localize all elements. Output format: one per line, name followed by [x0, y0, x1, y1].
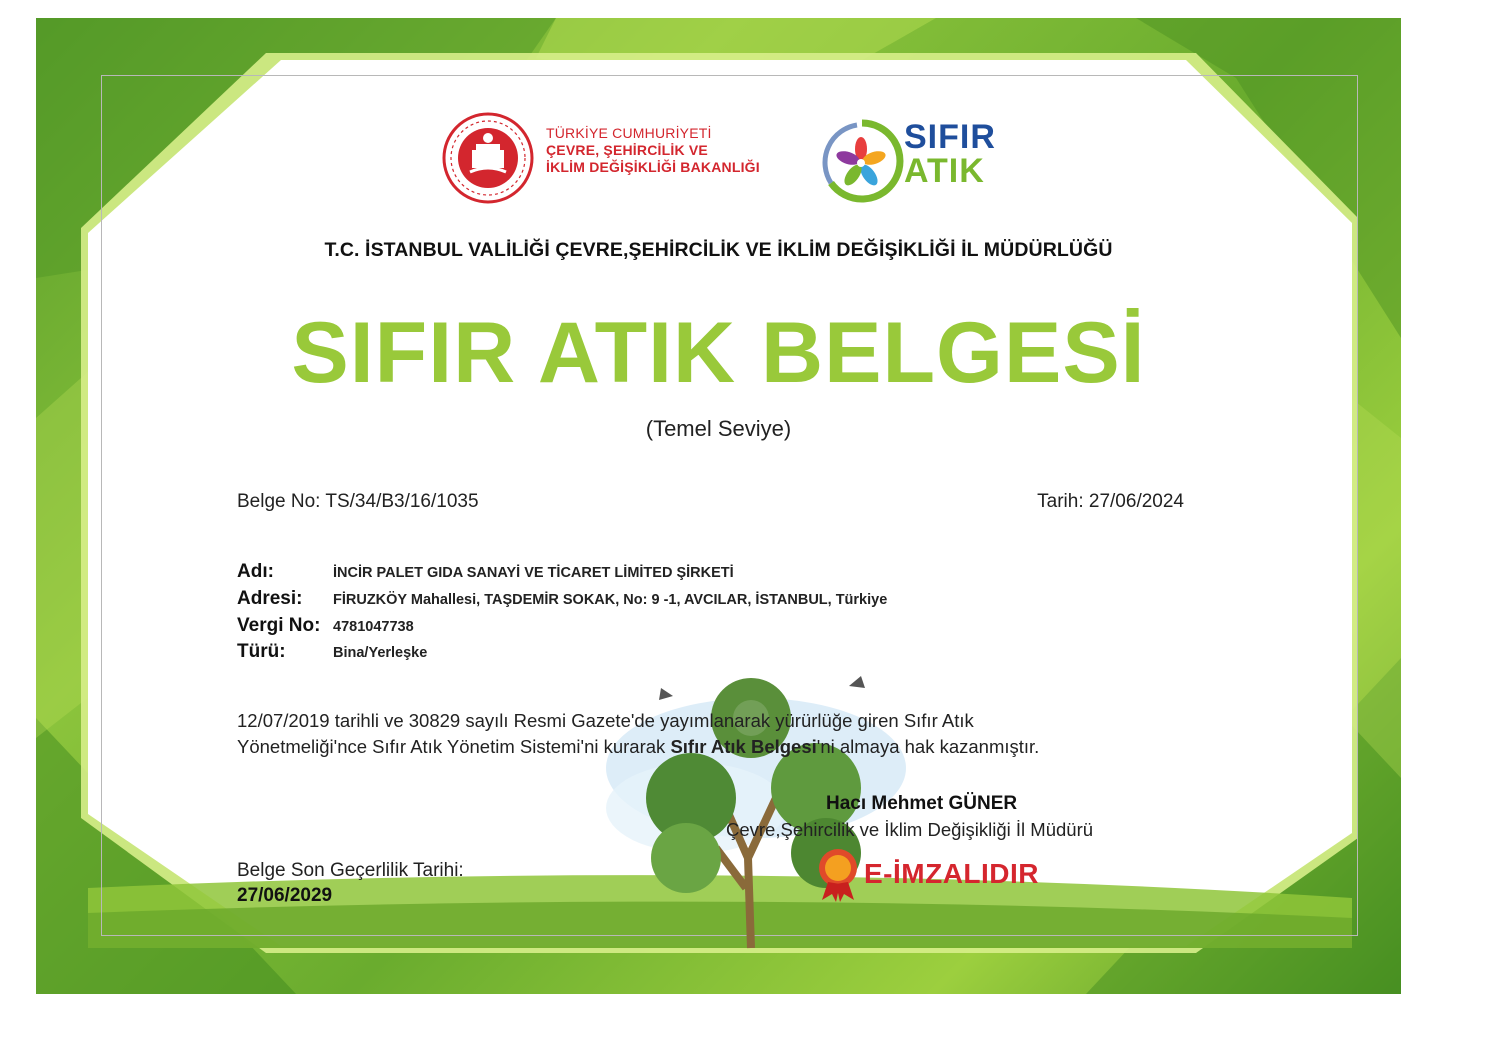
- ministry-line-2: ÇEVRE, ŞEHİRCİLİK VE: [546, 142, 708, 158]
- issue-date: Tarih: 27/06/2024: [1037, 491, 1184, 512]
- field-label-address: Adresi:: [237, 588, 303, 609]
- e-signature-label: E-İMZALIDIR: [864, 858, 1040, 889]
- signatory-title: Çevre,Şehircilik ve İklim Değişikliği İl Müdürü: [726, 819, 1094, 840]
- validity-label: Belge Son Geçerlilik Tarihi:: [237, 860, 464, 881]
- field-value-type: Bina/Yerleşke: [333, 645, 428, 661]
- atik-word: ATIK: [904, 152, 985, 190]
- office-title: T.C. İSTANBUL VALİLİĞİ ÇEVRE,ŞEHİRCİLİK VE İKLİM DEĞİŞİKLİĞİ İL MÜDÜRLÜĞÜ: [324, 239, 1113, 261]
- ministry-line-3: İKLİM DEĞİŞİKLİĞİ BAKANLIĞI: [546, 159, 760, 175]
- field-label-name: Adı:: [237, 561, 274, 582]
- statement-line-1: 12/07/2019 tarihli ve 30829 sayılı Resmi Gazete'de yayımlanarak yürürlüğe giren Sıfır Atık: [237, 710, 974, 731]
- statement-line-2-pre: Yönetmeliği'nce Sıfır Atık Yönetim Sistemi'ni kurarak: [237, 736, 671, 757]
- validity-date: 27/06/2029: [237, 885, 333, 906]
- certificate-statement: [237, 708, 1197, 760]
- ministry-name: [546, 125, 760, 176]
- field-value-name: İNCİR PALET GIDA SANAYİ VE TİCARET LİMİTED ŞİRKETİ: [333, 565, 734, 581]
- statement-line-2-post: 'ni almaya hak kazanmıştır.: [816, 736, 1040, 757]
- signatory-name: Hacı Mehmet GÜNER: [826, 793, 1018, 814]
- field-label-tax-no: Vergi No:: [237, 615, 321, 636]
- certificate-title: SIFIR ATIK BELGESİ: [291, 305, 1146, 401]
- field-value-tax-no: 4781047738: [333, 619, 414, 635]
- field-value-address: FİRUZKÖY Mahallesi, TAŞDEMİR SOKAK, No: 9 -1, AVCILAR, İSTANBUL, Türkiye: [333, 592, 888, 608]
- statement-line-2-bold: Sıfır Atık Belgesi: [670, 736, 817, 757]
- ministry-line-1: TÜRKİYE CUMHURİYETİ: [546, 125, 712, 141]
- field-label-type: Türü:: [237, 641, 286, 662]
- sifir-word: SIFIR: [904, 118, 996, 156]
- certificate: [36, 18, 1401, 994]
- certificate-level: (Temel Seviye): [645, 416, 792, 441]
- document-number: Belge No: TS/34/B3/16/1035: [237, 491, 479, 512]
- sifir-atik-wordmark: [904, 120, 996, 188]
